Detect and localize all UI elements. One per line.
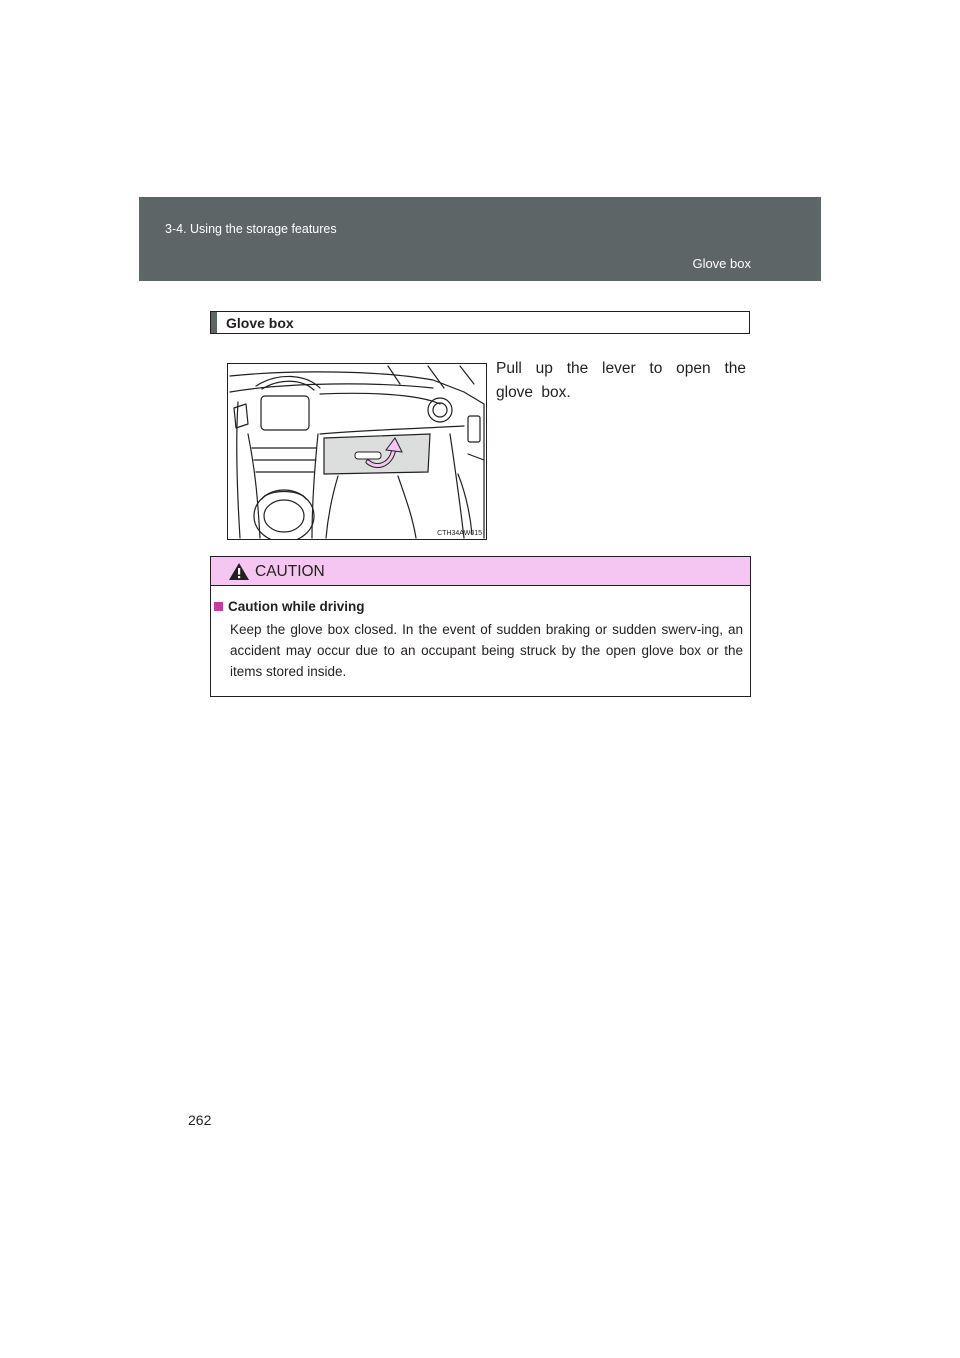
caution-box [210, 556, 751, 697]
caution-text: Keep the glove box closed. In the event of sudden braking or sudden swerv-ing, an accident may occur due to an occupant being struck by the open glove box or the items stored inside. [230, 622, 743, 679]
dashboard-drawing [228, 364, 486, 539]
glove-box-illustration [227, 363, 487, 540]
caution-header [211, 557, 750, 586]
section-heading [210, 311, 750, 334]
caution-item-title [214, 599, 365, 614]
warning-triangle-icon [228, 562, 250, 581]
bullet-square-icon [214, 602, 223, 611]
section-accent [211, 312, 217, 333]
instruction-text: Pull up the lever to open the glove box. [496, 360, 746, 401]
figure-code: CTH34AW015 [437, 530, 482, 537]
caution-label: CAUTION [255, 563, 325, 580]
caution-item-title-text: Caution while driving [228, 599, 365, 614]
header-band [139, 197, 821, 281]
chapter-title: 3-4. Using the storage features [165, 222, 337, 236]
topic-title: Glove box [692, 256, 751, 271]
page-number: 262 [188, 1112, 212, 1128]
section-title: Glove box [226, 315, 294, 331]
